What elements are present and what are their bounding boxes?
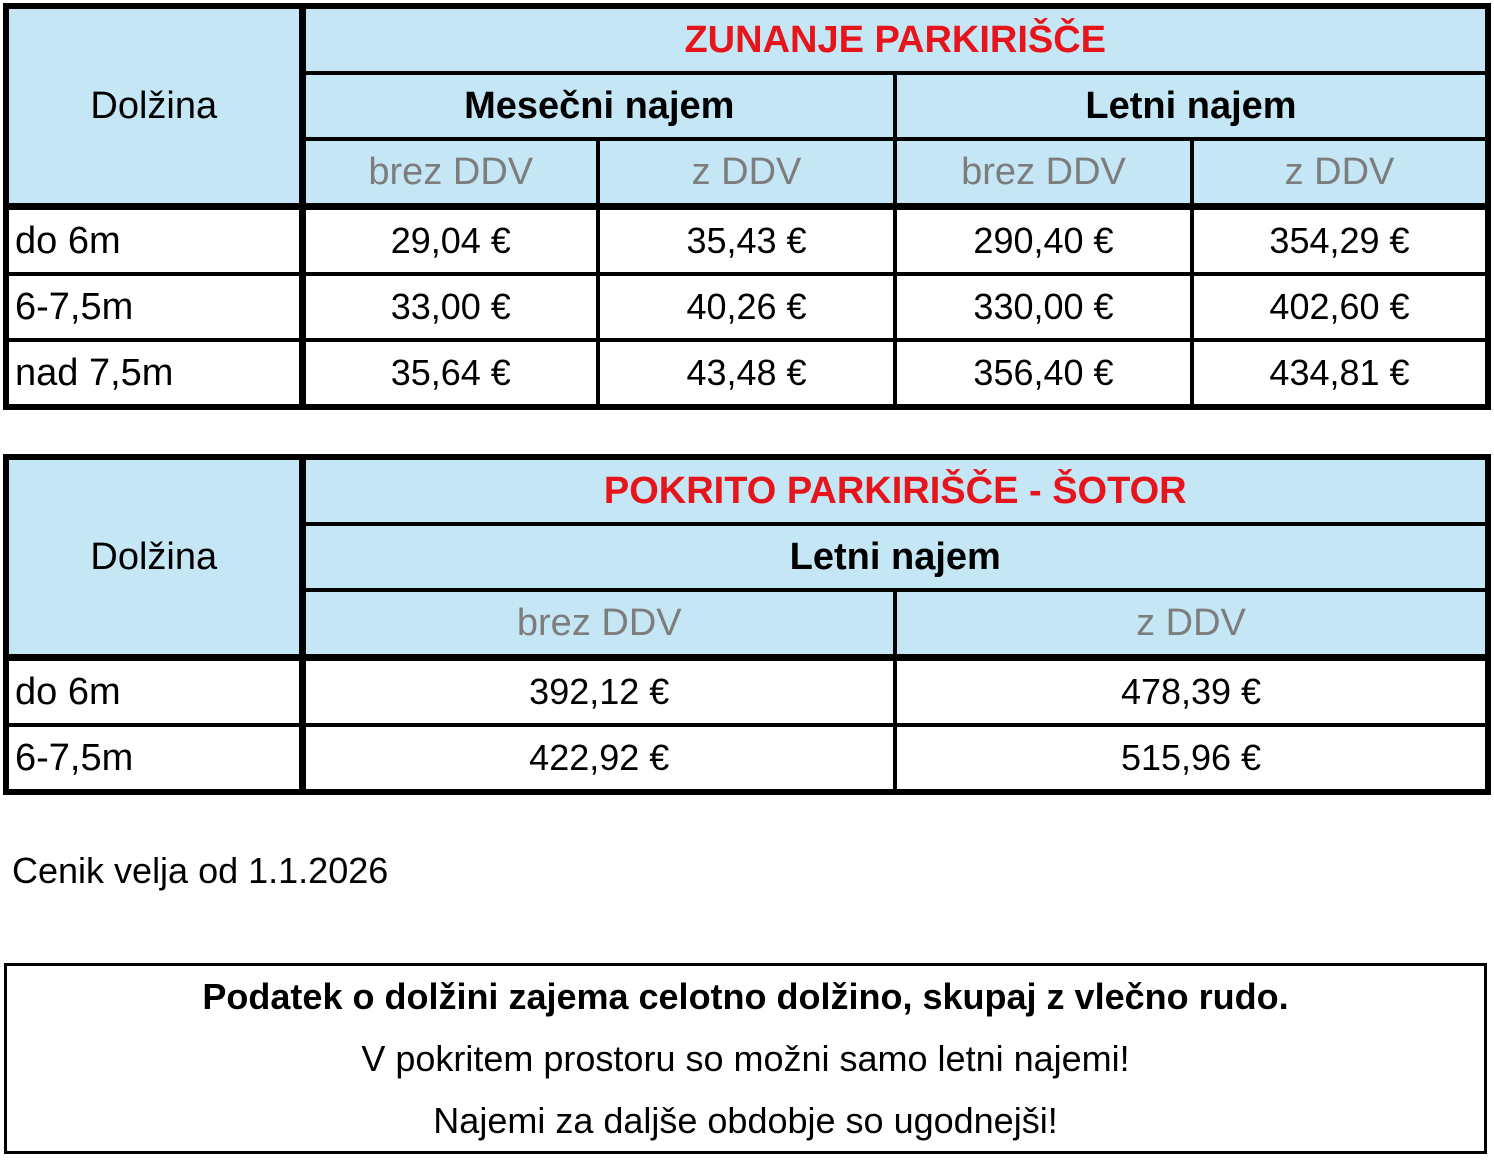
yearly-rent-header: Letni najem xyxy=(302,524,1488,590)
price-cell: 422,92 € xyxy=(302,725,895,792)
yearly-rent-header: Letni najem xyxy=(895,73,1488,139)
table-row xyxy=(6,725,1488,792)
covered-parking-price-table xyxy=(3,454,1491,795)
price-cell: 35,64 € xyxy=(302,340,598,407)
price-cell: 290,40 € xyxy=(895,207,1192,275)
vat-header-incl: z DDV xyxy=(1192,139,1488,207)
price-cell: 40,26 € xyxy=(598,274,895,340)
price-cell: 402,60 € xyxy=(1192,274,1488,340)
length-cell: do 6m xyxy=(6,207,302,275)
length-header: Dolžina xyxy=(6,6,302,207)
price-cell: 33,00 € xyxy=(302,274,598,340)
price-cell: 356,40 € xyxy=(895,340,1192,407)
vat-header-excl: brez DDV xyxy=(895,139,1192,207)
price-cell: 515,96 € xyxy=(895,725,1488,792)
price-cell: 392,12 € xyxy=(302,658,895,726)
length-cell: nad 7,5m xyxy=(6,340,302,407)
length-cell: do 6m xyxy=(6,658,302,726)
covered-parking-title: POKRITO PARKIRIŠČE - ŠOTOR xyxy=(302,457,1488,524)
notice-box xyxy=(4,963,1487,1154)
notice-length-info: Podatek o dolžini zajema celotno dolžino, skupaj z vlečno rudo. xyxy=(202,976,1289,1017)
price-cell: 354,29 € xyxy=(1192,207,1488,275)
outdoor-parking-price-table xyxy=(3,3,1491,410)
length-cell: 6-7,5m xyxy=(6,274,302,340)
vat-header-incl: z DDV xyxy=(895,590,1488,658)
price-cell: 330,00 € xyxy=(895,274,1192,340)
table-row xyxy=(6,340,1488,407)
length-header: Dolžina xyxy=(6,457,302,658)
table-row xyxy=(6,658,1488,726)
length-cell: 6-7,5m xyxy=(6,725,302,792)
price-cell: 35,43 € xyxy=(598,207,895,275)
vat-header-excl: brez DDV xyxy=(302,139,598,207)
price-cell: 29,04 € xyxy=(302,207,598,275)
price-cell: 43,48 € xyxy=(598,340,895,407)
notice-long-term-info: Najemi za daljše obdobje so ugodnejši! xyxy=(433,1100,1058,1141)
price-list-valid-from: Cenik velja od 1.1.2026 xyxy=(12,850,389,891)
table-row xyxy=(6,207,1488,275)
price-cell: 434,81 € xyxy=(1192,340,1488,407)
monthly-rent-header: Mesečni najem xyxy=(302,73,895,139)
notice-covered-info: V pokritem prostoru so možni samo letni najemi! xyxy=(361,1038,1130,1079)
outdoor-parking-title: ZUNANJE PARKIRIŠČE xyxy=(302,6,1488,73)
vat-header-excl: brez DDV xyxy=(302,590,895,658)
price-cell: 478,39 € xyxy=(895,658,1488,726)
table-row xyxy=(6,274,1488,340)
vat-header-incl: z DDV xyxy=(598,139,895,207)
